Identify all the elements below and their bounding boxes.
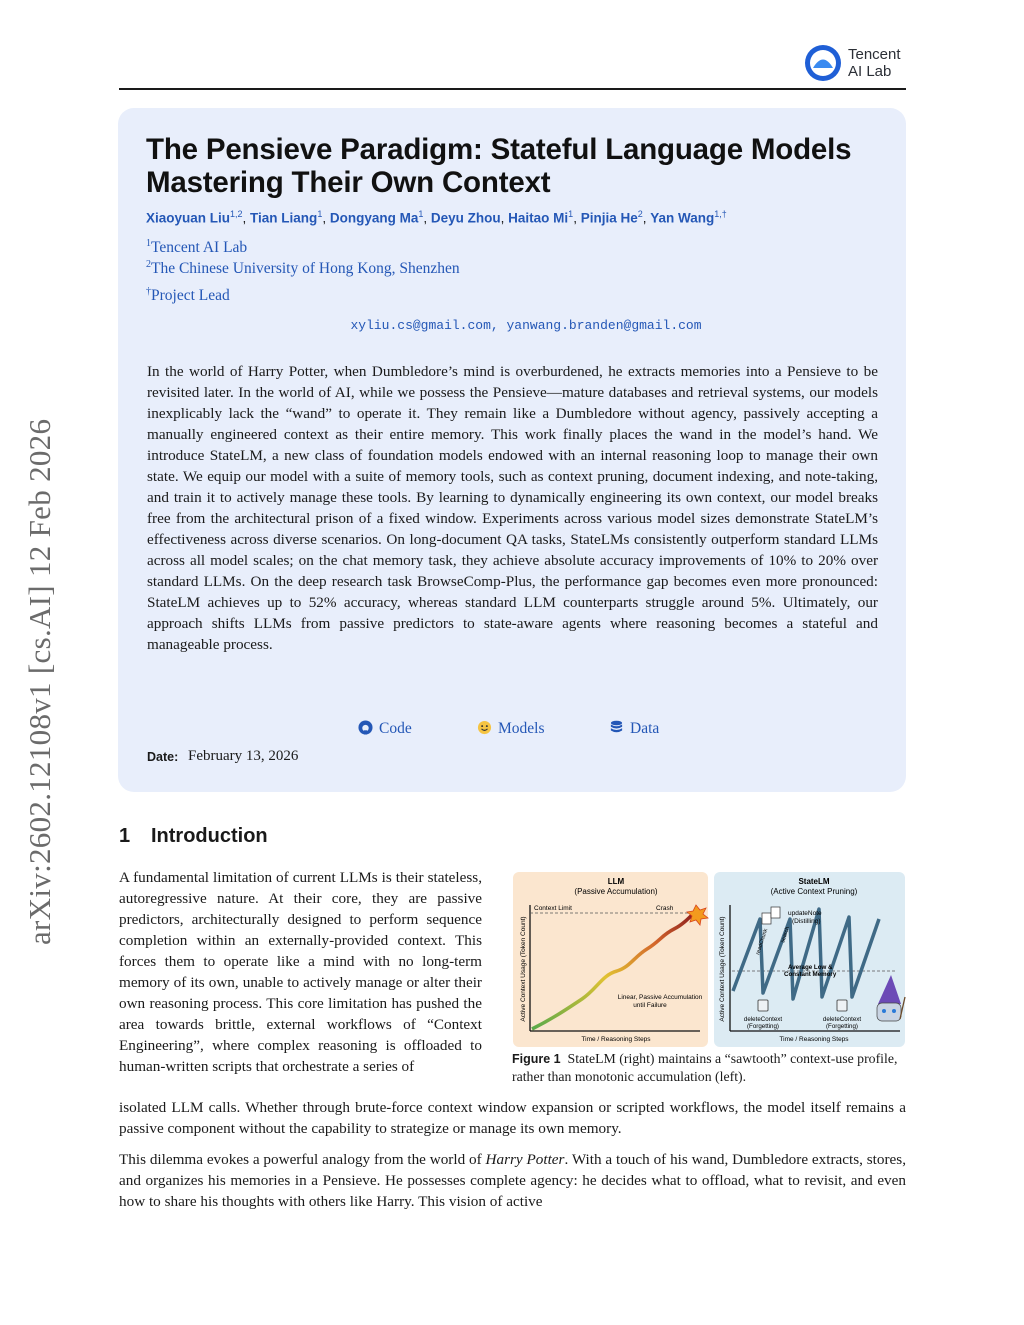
affiliation-mark: 1 xyxy=(146,238,151,249)
figure-caption-text: StateLM (right) maintains a “sawtooth” context-use profile, rather than monotonic accumulation (left). xyxy=(512,1051,898,1084)
author-affiliation-mark: 1 xyxy=(317,209,323,219)
affiliation xyxy=(146,286,230,305)
affiliation xyxy=(146,238,247,257)
llm-x-label: Time / Reasoning Steps xyxy=(581,1036,651,1043)
section-title: Introduction xyxy=(151,825,268,847)
author-name[interactable]: Dongyang Ma xyxy=(329,210,419,226)
update-note-sublabel: (Distilling) xyxy=(792,918,821,925)
author-affiliation-mark: 2 xyxy=(637,209,643,219)
tencent-ai-lab-logo xyxy=(803,43,843,83)
date-value: February 13, 2026 xyxy=(188,748,299,764)
intro-paragraph-continued: isolated LLM calls. Whether through brute-force context window expansion or scripted workflows, the model itself remains a passive component without the capability to strategize or manage its own memory. xyxy=(119,1099,906,1137)
para2-italic: Harry Potter xyxy=(485,1151,565,1168)
database-icon xyxy=(609,720,624,735)
search-label: search xyxy=(780,926,792,944)
header-rule xyxy=(119,88,906,90)
email-links[interactable]: xyliu.cs@gmail.com, yanwang.branden@gmail.com xyxy=(350,318,702,333)
llm-panel-title: LLM xyxy=(607,877,625,886)
arxiv-stamp[interactable]: arXiv:2602.12108v1 [cs.AI] 12 Feb 2026 xyxy=(22,418,57,945)
note-icon xyxy=(771,907,780,918)
affiliation-text: Tencent AI Lab xyxy=(151,239,248,257)
affiliation-mark: 2 xyxy=(146,259,151,270)
delete-context-label: deleteContext xyxy=(743,1016,783,1023)
logo-text xyxy=(848,46,901,80)
author-affiliation-mark: 1,2 xyxy=(230,209,243,219)
para2-text: This dilemma evokes a powerful analogy from the world of xyxy=(119,1151,486,1168)
github-icon xyxy=(358,720,373,735)
affiliation xyxy=(146,259,460,278)
huggingface-icon xyxy=(477,720,492,735)
section-number: 1 xyxy=(119,825,131,847)
affiliation-text: Project Lead xyxy=(151,287,230,305)
llm-annotation-2: until Failure xyxy=(633,1002,667,1009)
author-name[interactable]: Tian Liang xyxy=(250,210,318,226)
intro-paragraph-column: A fundamental limitation of current LLMs is their stateless, autoregressive nature. At their core, they are passive predictors, architecturally designed to perform sequence completion within an externally-provided context. This forces them to operate like a mind with no long-term memory of its own, unable to actively manage or alter their own reasoning process. This core limitation has pushed the area towards brittle, external workflows of “Context Engineering”, where complex reasoning is offloaded to human-written scripts that orchestrate a series of xyxy=(119,869,482,1075)
llm-panel-background xyxy=(513,872,708,1047)
para2-text-end: . With a touch of his wand, Dumbledore extracts, stores, and organizes his memories in a Pensieve. He possesses complete agency: he decides what to offload, what to revisit, and even how to share his thoughts with others like Harry. This vision of active xyxy=(119,1151,907,1210)
trash-icon xyxy=(758,1000,768,1011)
logo-text-line2: AI Lab xyxy=(848,63,892,80)
statelm-x-label: Time / Reasoning Steps xyxy=(779,1036,849,1043)
llm-y-label: Active Context Usage (Token Count) xyxy=(520,916,527,1022)
statelm-panel-title: StateLM xyxy=(798,877,830,886)
affiliation-text: The Chinese University of Hong Kong, Shenzhen xyxy=(151,260,460,278)
note-icon xyxy=(762,913,771,924)
author-affiliation-mark: 1 xyxy=(568,209,574,219)
statelm-panel-subtitle: (Active Context Pruning) xyxy=(770,887,858,896)
author-affiliation-mark: 1,† xyxy=(714,209,727,219)
intro-paragraph-2 xyxy=(119,1149,906,1212)
data-link[interactable] xyxy=(609,720,659,738)
crash-label: Crash xyxy=(656,905,674,912)
code-link-label: Code xyxy=(379,720,412,737)
llm-annotation-1: Linear, Passive Accumulation xyxy=(617,994,703,1001)
update-note-label: updateNote xyxy=(788,910,822,917)
trash-icon xyxy=(837,1000,847,1011)
read-chunk-label: readChunk xyxy=(755,928,770,956)
paper-title: The Pensieve Paradigm: Stateful Language Models Mastering Their Own Context xyxy=(146,133,852,199)
figure-caption-label: Figure 1 xyxy=(512,1052,561,1066)
author-name[interactable]: Yan Wang xyxy=(650,210,715,226)
delete-context-sublabel: (Forgetting) xyxy=(747,1023,779,1030)
figure-1 xyxy=(512,871,906,1048)
figure-caption xyxy=(512,1050,908,1086)
average-memory-label-2: Constant Memory xyxy=(784,971,837,978)
context-limit-label: Context Limit xyxy=(534,905,572,912)
delete-context-sublabel: (Forgetting) xyxy=(826,1023,858,1030)
logo-text-line1: Tencent xyxy=(848,46,901,63)
author-name[interactable]: Deyu Zhou xyxy=(430,210,501,226)
abstract-text: In the world of Harry Potter, when Dumbledore’s mind is overburdened, he extracts memories into a Pensieve to be revisited later. In the world of AI, while we possess the Pensieve—mature databases and retrieval systems, our models inexplicably lack the “wand” to operate it. They remain like a Dumbledore without agency, passively accepting a manually engineered context as their entire memory. This work finally places the wand in the model’s hand. We introduce StateLM, a new class of foundation models endowed with an internal reasoning loop to manage their own state. We equip our model with a suite of memory tools, such as context pruning, document indexing, and note-taking, and train it to actively manage these tools. By learning to dynamically engineering its own context, our model breaks free from the architectural prison of a fixed window. Experiments across various model sizes demonstrate StateLM’s effectiveness across diverse scenarios. On long-document QA tasks, StateLMs consistently outperform standard LLMs across all model scales; on the chat memory task, they achieve absolute accuracy improvements of 10% to 20% over standard LLMs. On the deep research task BrowseComp-Plus, the performance gap becomes even more pronounced: StateLM achieves up to 52% accuracy, whereas standard LLM counterparts struggle around 5%. Ultimately, our approach shifts LLMs from passive predictors to state-aware agents where reasoning becomes a stateful and manageable process. xyxy=(147,363,878,653)
statelm-panel-background xyxy=(714,872,905,1047)
author-list: Xiaoyuan Liu$^{1,2}$, Tian Liang$^1$, Dongyang Ma$^1$, Deyu Zhou, Haitao Mi$^1$, Pinjia He$^2$, Yan Wang$^{1,\dagger}$ xyxy=(146,209,727,226)
author-name[interactable]: Xiaoyuan Liu xyxy=(146,210,231,226)
author-name[interactable]: Pinjia He xyxy=(580,210,638,226)
author-affiliation-mark: 1 xyxy=(418,209,424,219)
data-link-label: Data xyxy=(630,720,660,737)
llm-panel-subtitle: (Passive Accumulation) xyxy=(574,887,658,896)
models-link[interactable] xyxy=(477,720,545,738)
affiliation-mark: † xyxy=(146,286,151,297)
models-link-label: Models xyxy=(498,720,545,737)
author-name[interactable]: Haitao Mi xyxy=(508,210,569,226)
average-memory-label-1: Average Low & xyxy=(788,964,833,971)
date-label: Date: xyxy=(147,750,179,764)
statelm-y-label: Active Context Usage (Token Count) xyxy=(719,916,726,1022)
code-link[interactable] xyxy=(358,720,412,738)
delete-context-label: deleteContext xyxy=(822,1016,862,1023)
